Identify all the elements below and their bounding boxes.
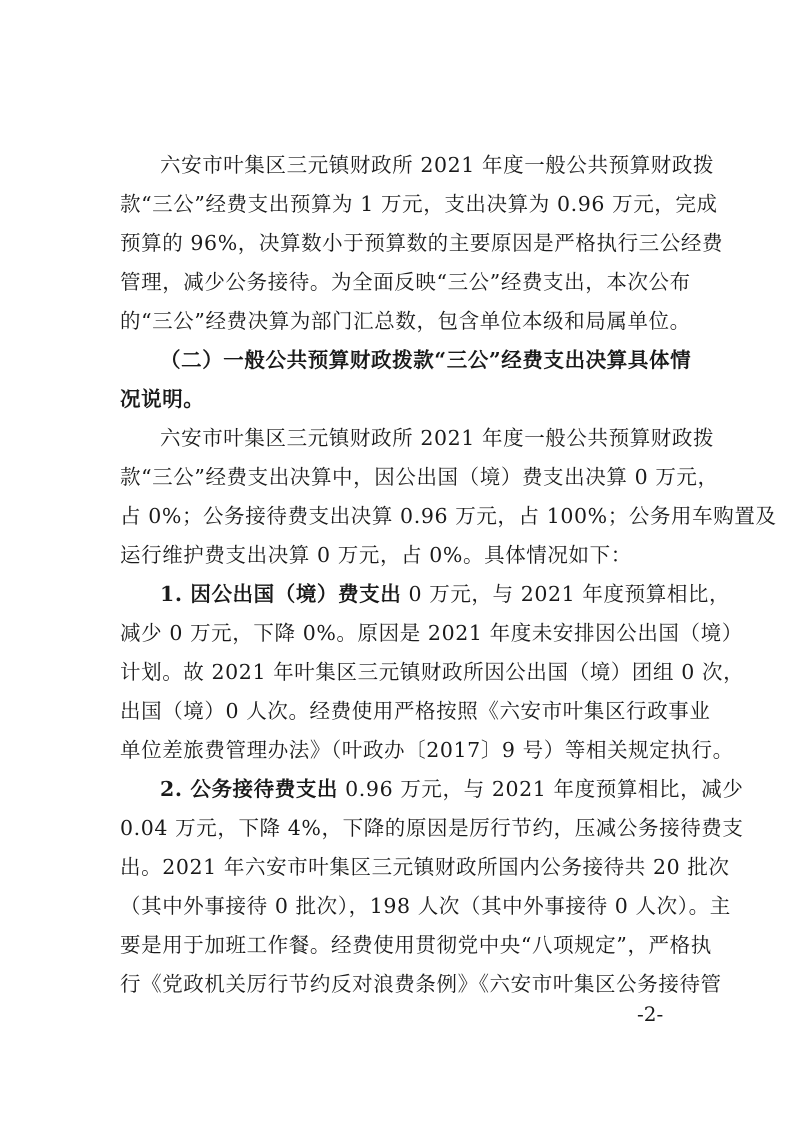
item-first-line <box>160 575 731 614</box>
paragraph-line: 出国（境）0 人次。经费使用严格按照《六安市叶集区行政事业 <box>120 699 711 723</box>
item-first-line <box>160 770 744 809</box>
paragraph-line: 出。2021 年六安市叶集区三元镇财政所国内公务接待共 20 批次 <box>120 855 730 879</box>
paragraph-line: 款“三公”经费支出预算为 1 万元，支出决算为 0.96 万元，完成 <box>120 192 718 216</box>
paragraph-line: 行《党政机关厉行节约反对浪费条例》《六安市叶集区公务接待管 <box>120 972 722 996</box>
item-title: 1. 因公出国（境）费支出 <box>160 582 402 606</box>
paragraph-line: 款“三公”经费支出决算中，因公出国（境）费支出决算 0 万元， <box>120 465 719 489</box>
paragraph-line: 单位差旅费管理办法》（叶政办〔2017〕9 号）等相关规定执行。 <box>120 738 734 762</box>
item-text: 0 万元，与 2021 年度预算相比， <box>401 582 731 606</box>
paragraph-line: 六安市叶集区三元镇财政所 2021 年度一般公共预算财政拨 <box>160 426 715 450</box>
paragraph-line: 预算的 96%，决算数小于预算数的主要原因是严格执行三公经费 <box>120 231 724 255</box>
item-text: 0.96 万元，与 2021 年度预算相比，减少 <box>338 777 744 801</box>
paragraph-line: 六安市叶集区三元镇财政所 2021 年度一般公共预算财政拨 <box>160 153 715 177</box>
paragraph-line: 计划。故 2021 年叶集区三元镇财政所因公出国（境）团组 0 次， <box>120 660 745 684</box>
paragraph-line: 减少 0 万元，下降 0%。原因是 2021 年度未安排因公出国（境） <box>120 621 743 645</box>
paragraph-line: 运行维护费支出决算 0 万元，占 0%。具体情况如下： <box>120 543 632 567</box>
section-heading: （二）一般公共预算财政拨款“三公”经费支出决算具体情 <box>160 348 692 372</box>
paragraph-line: （其中外事接待 0 批次），198 人次（其中外事接待 0 人次）。主 <box>120 894 731 918</box>
paragraph-line: 占 0%；公务接待费支出决算 0.96 万元，占 100%；公务用车购置及 <box>120 504 777 528</box>
page-number: -2- <box>637 1002 664 1026</box>
item-title: 2. 公务接待费支出 <box>160 777 339 801</box>
paragraph-line: 的“三公”经费决算为部门汇总数，包含单位本级和局属单位。 <box>120 309 691 333</box>
paragraph-line: 0.04 万元，下降 4%，下降的原因是厉行节约，压减公务接待费支 <box>120 816 744 840</box>
paragraph-line: 要是用于加班工作餐。经费使用贯彻党中央“八项规定”，严格执 <box>120 933 712 957</box>
paragraph-line: 管理，减少公务接待。为全面反映“三公”经费支出，本次公布 <box>120 270 691 294</box>
section-heading: 况说明。 <box>120 387 205 411</box>
